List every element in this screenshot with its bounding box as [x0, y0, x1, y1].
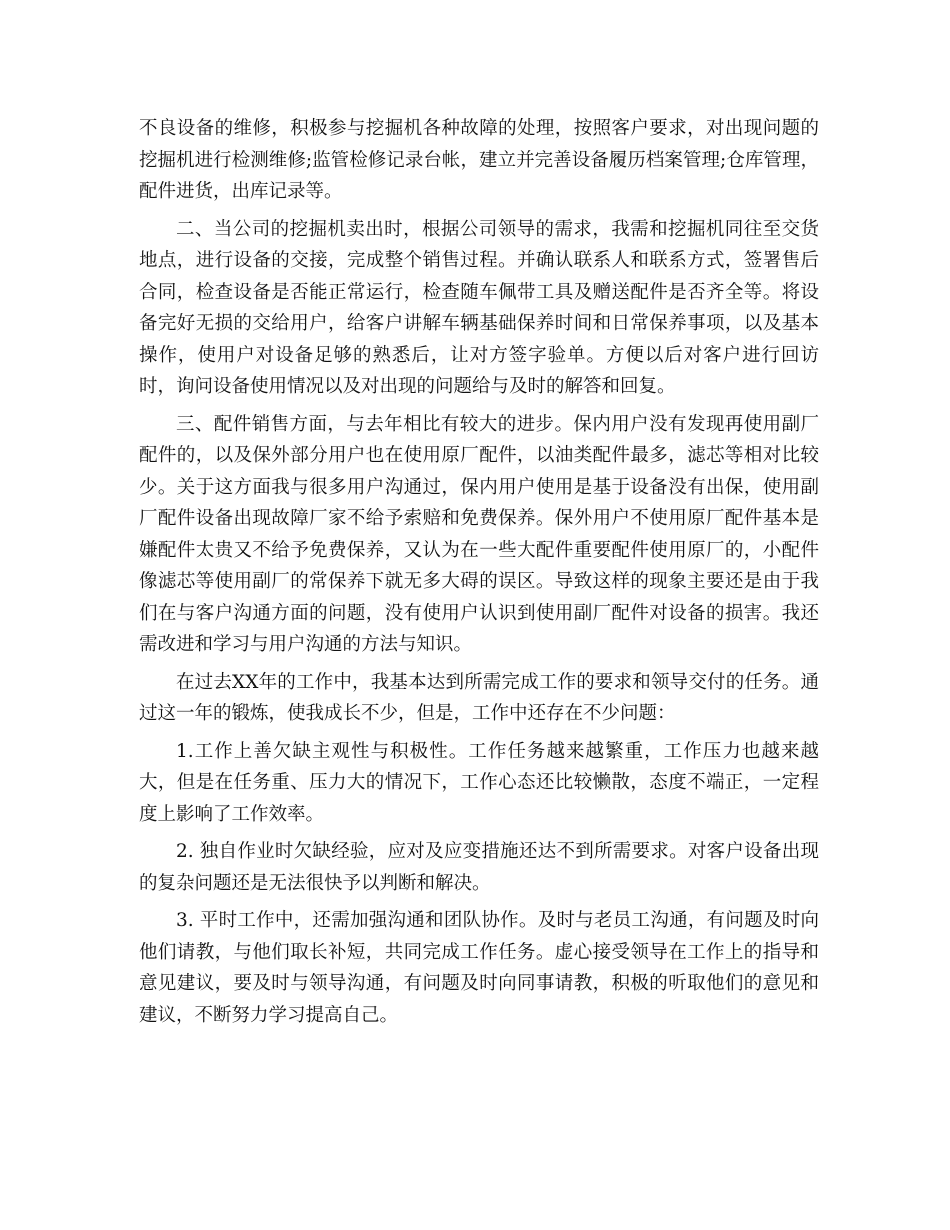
- document-body: [139, 113, 819, 1037]
- paragraph-problem-3: 3. 平时工作中，还需加强沟通和团队协作。及时与老员工沟通，有问题及时向他们请教，与他们取长补短，共同完成工作任务。虚心接受领导在工作上的指导和意见建议，要及时与领导沟通，有问题及时向同事请教，积极的听取他们的意见和建议，不断努力学习提高自己。: [139, 910, 819, 1026]
- paragraph-excavator-delivery: 二、当公司的挖掘机卖出时，根据公司领导的需求，我需和挖掘机同往至交货地点，进行设备的交接，完成整个销售过程。并确认联系人和联系方式，签署售后合同，检查设备是否能正常运行，检查随车佩带工具及赠送配件是否齐全等。将设备完好无损的交给用户，给客户讲解车辆基础保养时间和日常保养事项，以及基本操作，使用户对设备足够的熟悉后，让对方签字验单。方便以后对客户进行回访时，询问设备使用情况以及对出现的问题给与及时的解答和回复。: [139, 218, 819, 397]
- paragraph-problem-1: 1.工作上善欠缺主观性与积极性。工作任务越来越繁重，工作压力也越来越大，但是在任务重、压力大的情况下，工作心态还比较懒散，态度不端正，一定程度上影响了工作效率。: [139, 740, 819, 825]
- paragraph-parts-sales: 三、配件销售方面，与去年相比有较大的进步。保内用户没有发现再使用副厂配件的，以及保外部分用户也在使用原厂配件，以油类配件最多，滤芯等相对比较少。关于这方面我与很多用户沟通过，保内用户使用是基于设备没有出保，使用副厂配件设备出现故障厂家不给予索赔和免费保养。保外用户不使用原厂配件基本是嫌配件太贵又不给予免费保养，又认为在一些大配件重要配件使用原厂的，小配件像滤芯等使用副厂的常保养下就无多大碍的误区。导致这样的现象主要还是由于我们在与客户沟通方面的问题，没有使用户认识到使用副厂配件对设备的损害。我还需改进和学习与用户沟通的方法与知识。: [139, 413, 819, 655]
- paragraph-equipment-maintenance: 不良设备的维修，积极参与挖掘机各种故障的处理，按照客户要求，对出现问题的挖掘机进行检测维修;监管检修记录台帐，建立并完善设备履历档案管理;仓库管理，配件进货，出库记录等。: [139, 118, 819, 202]
- paragraph-problem-2: 2. 独自作业时欠缺经验，应对及应变措施还达不到所需要求。对客户设备出现的复杂问题还是无法很快予以判断和解决。: [139, 841, 819, 894]
- paragraph-year-summary: 在过去XX年的工作中，我基本达到所需完成工作的要求和领导交付的任务。通过这一年的锻炼，使我成长不少，但是，工作中还存在不少问题：: [139, 671, 819, 724]
